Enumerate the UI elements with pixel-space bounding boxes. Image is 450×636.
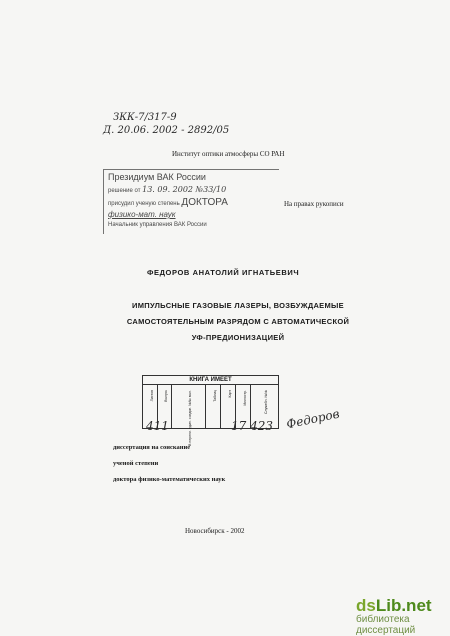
handwritten-code-line1: ЗКК-7/317-9 [113,112,177,123]
library-col-tables: Таблиц [205,384,221,428]
handwritten-code-line2: Д. 20.06. 2002 - 2892/05 [103,125,230,136]
stamp-degree-value: ДОКТОРА [181,197,228,208]
stamp-degree-label: присудил ученую степень [108,201,180,207]
library-col-service: Служебн. №№ [264,390,268,414]
vak-stamp [103,169,279,234]
institute-name: Институт оптики атмосферы СО РАН [172,150,285,158]
stamp-title: Президиум ВАК России [108,172,206,182]
library-col-binding: В перепл. един. соедин. №№ вып. [171,384,206,428]
library-handwritten-number: 17 423 [231,419,273,433]
library-col-illustrations: Иллюстр. [235,384,251,428]
stamp-head: Начальник управления ВАК России [108,222,207,228]
title-line1: ИМПУЛЬСНЫЕ ГАЗОВЫЕ ЛАЗЕРЫ, ВОЗБУЖДАЕМЫЕ [132,301,344,310]
title-line3: УФ-ПРЕДИОНИЗАЦИЕЙ [191,333,285,342]
library-handwritten-pages: 411 [146,419,169,433]
library-col-sheets: Листов [143,384,158,428]
dslib-logo: dsLib.net [356,596,432,615]
thesis-line1: диссертация на соискание [113,444,191,451]
library-stamp-head: КНИГА ИМЕЕТ [143,376,278,385]
author-name: ФЕДОРОВ АНАТОЛИЙ ИГНАТЬЕВИЧ [147,268,300,277]
thesis-line3: доктора физико-математических наук [113,476,226,483]
stamp-field: физико-мат. наук [108,210,176,219]
thesis-line2: ученой степени [113,460,159,467]
stamp-decision-label: решение от [108,188,141,194]
rights-note: На правах рукописи [284,200,344,208]
footer-city-year: Новосибирск - 2002 [185,527,245,535]
stamp-decision [108,185,226,194]
library-col-issue: Выпуск [157,384,172,428]
stamp-decision-value: 13. 09. 2002 №33/10 [142,185,227,194]
title-line2: САМОСТОЯТЕЛЬНЫМ РАЗРЯДОМ С АВТОМАТИЧЕСКОЙ [126,317,350,326]
handwritten-signature: Федоров [285,406,341,432]
dslib-subtitle: библиотека диссертаций [356,614,416,636]
library-col-maps: Карт [220,384,236,428]
stamp-degree [108,197,228,208]
